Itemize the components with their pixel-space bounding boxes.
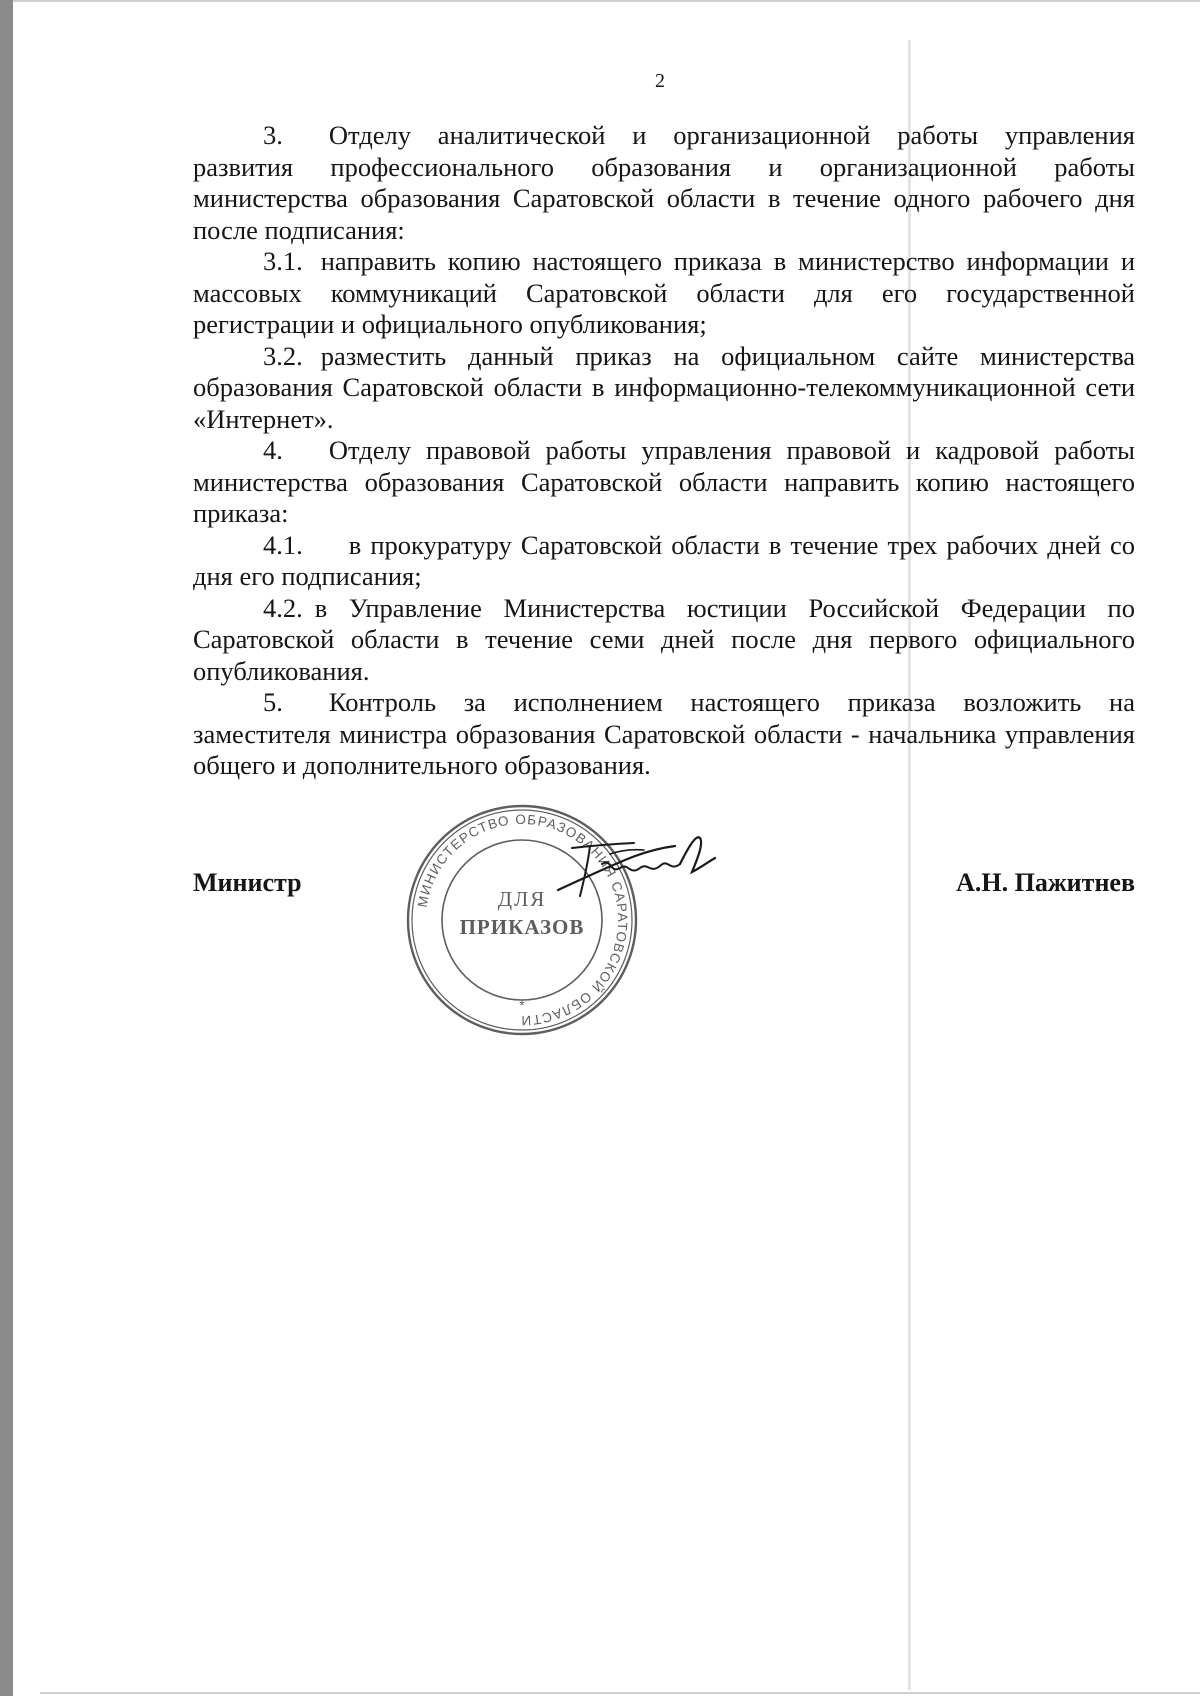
handwritten-signature: [550, 828, 720, 906]
order-body: [193, 120, 1135, 782]
minister-name: А.Н. Пажитнев: [956, 868, 1135, 897]
paragraph-4: [193, 435, 1135, 530]
paragraph-number: 3.: [263, 120, 283, 150]
paragraph-5: [193, 687, 1135, 782]
paragraph-text: Контроль за исполнением настоящего приказа возложить на заместителя министра образования Саратовской области - начальника управления общего и дополнительного образования.: [193, 687, 1135, 780]
stamp-star: *: [519, 997, 525, 1013]
paragraph-4-1: [193, 530, 1135, 593]
page-number: 2: [655, 70, 665, 92]
paragraph-4-2: [193, 593, 1135, 688]
paragraph-text: Отделу правовой работы управления правовой и кадровой работы министерства образования Саратовской области направить копию настоящего приказа:: [193, 435, 1135, 528]
scan-bottom-edge: [40, 1692, 1200, 1694]
paragraph-3-2: [193, 341, 1135, 436]
paragraph-number: 3.1.: [263, 246, 303, 276]
stamp-line-1: ДЛЯ: [497, 887, 547, 911]
paragraph-3-1: [193, 246, 1135, 341]
paragraph-number: 5.: [263, 687, 283, 717]
scan-left-border: [0, 0, 13, 1696]
stamp-line-2: ПРИКАЗОВ: [459, 915, 585, 939]
paragraph-number: 4.1.: [263, 529, 303, 560]
paragraph-text: Отделу аналитической и организационной работы управления развития профессионального образования и организационной работы министерства образования Саратовской области в течение одного рабочего дня после подписания:: [193, 120, 1135, 245]
paragraph-text: разместить данный приказ на официальном сайте министерства образования Саратовской области в информационно-телекоммуникационной сети «Интернет».: [193, 340, 1135, 434]
stamp-ring-text: МИНИСТЕРСТВО ОБРАЗОВАНИЯ САРАТОВСКОЙ ОБЛАСТИ: [414, 811, 631, 1029]
paragraph-number: 4.2.: [263, 592, 303, 623]
minister-title: Министр: [193, 868, 302, 897]
scan-top-edge: [13, 0, 1200, 2]
paragraph-number: 3.2.: [263, 340, 303, 371]
paragraph-3: [193, 120, 1135, 246]
paragraph-text: в Управление Министерства юстиции Российской Федерации по Саратовской области в течение семи дней после дня первого официального опубликования.: [193, 592, 1135, 686]
paragraph-text: в прокуратуру Саратовской области в течение трех рабочих дней со дня его подписания;: [193, 529, 1135, 591]
paragraph-text: направить копию настоящего приказа в министерство информации и массовых коммуникаций Саратовской области для его государственной регистрации и официального опубликования;: [193, 246, 1135, 339]
paragraph-number: 4.: [263, 435, 283, 465]
